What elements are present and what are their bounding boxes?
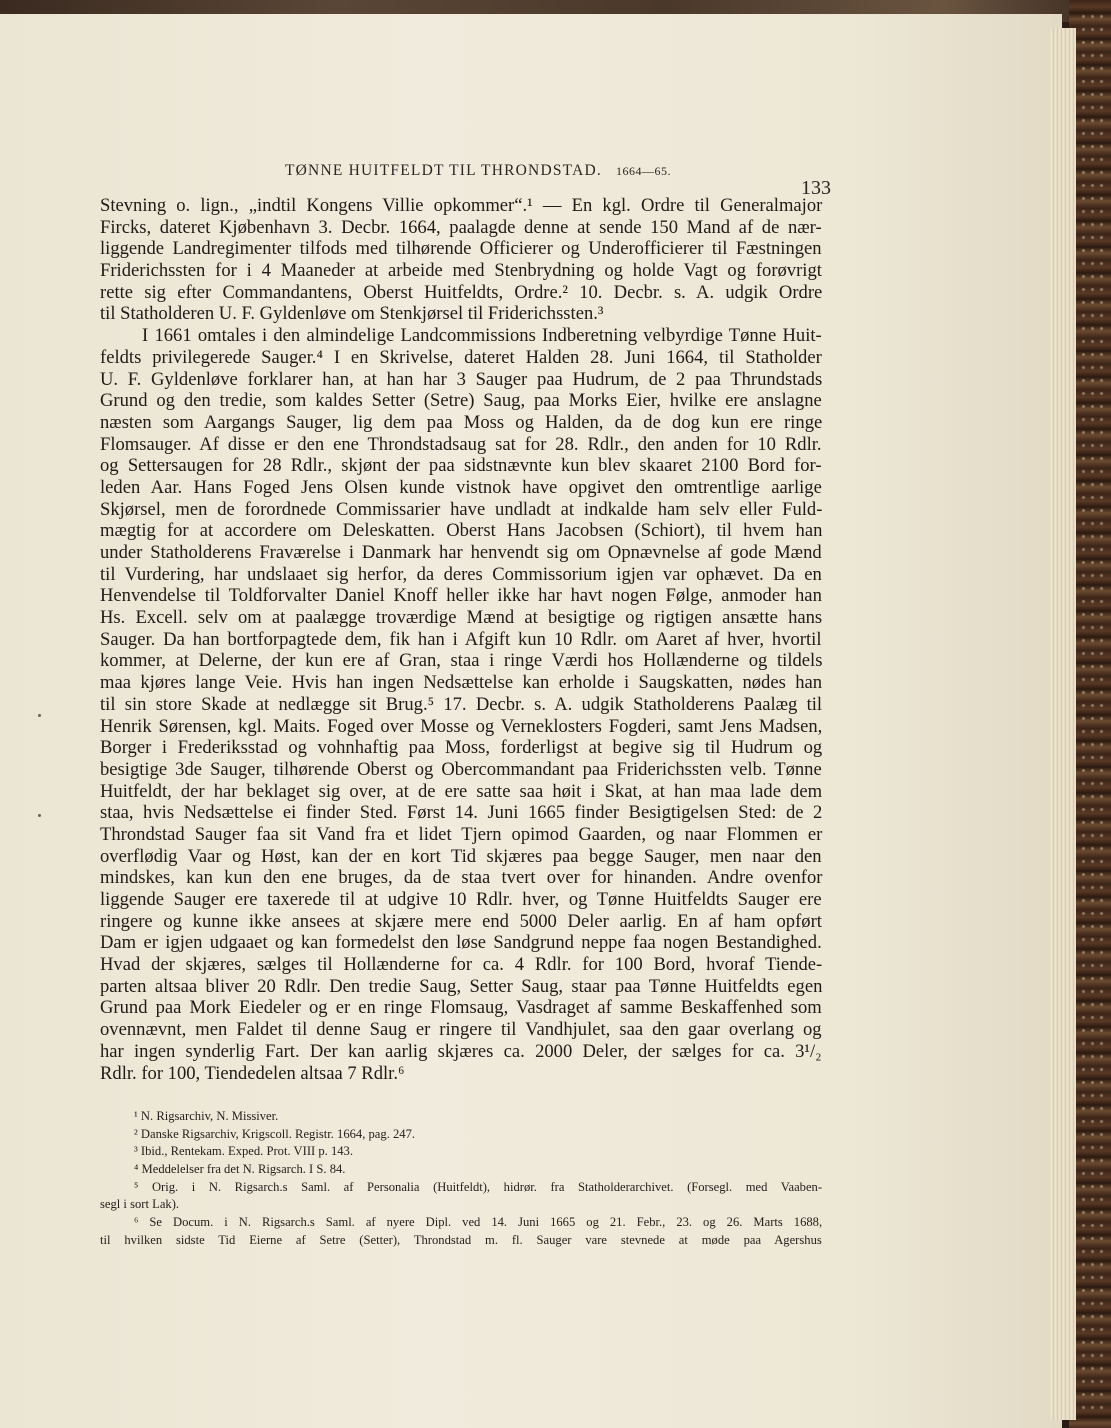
- text-line: mindskes, kan kun den ene bruges, da de staa tvert over for hinanden. Andre ovenfor: [100, 867, 823, 889]
- text-line: Henvendelse til Toldforvalter Daniel Knoff heller ikke har havt nogen Følge, anmoder han: [100, 585, 822, 607]
- text-line: liggende Landregimenter tilfods med tilhørende Officierer og Underofficierer til Fæstningen: [100, 238, 822, 260]
- text-line: leden Aar. Hans Foged Jens Olsen kunde vistnok have opgivet den omtrentlige aarlige: [100, 476, 822, 498]
- text-line: til sin store Skade at nedlægge sit Brug.⁵ 17. Decbr. s. A. udgik Statholderens Paalæg til: [100, 693, 823, 715]
- text-line: Hs. Excell. selv om at paalægge troværdige Mænd at besigtige og rigtigen ansætte hans: [100, 607, 823, 629]
- running-head: [285, 162, 671, 180]
- text-line: Grund paa Mork Eiedeler og er en ringe Flomsaug, Vasdraget af samme Beskaffenhed som: [100, 997, 822, 1019]
- text-line: Fircks, dateret Kjøbenhavn 3. Decbr. 1664, paalagde denne at sende 150 Mand af de nær-: [100, 216, 822, 238]
- text-line: U. F. Gyldenløve forklarer han, at han har 3 Sauger paa Hudrum, de 2 paa Thrundstads: [100, 368, 823, 390]
- text-line: Throndstad Sauger faa sit Vand fra et lidet Tjern opimod Gaarden, og naar Flommen er: [100, 823, 823, 845]
- text-line: Sauger. Da han bortforpagtede dem, fik han i Afgift kun 10 Rdlr. om Aaret af hver, hvortil: [100, 628, 822, 650]
- marbled-pattern: [1079, 10, 1105, 1410]
- text-line: Skjørsel, men de forordnede Commissarier have undladt at indkalde ham selv eller Fuld-: [100, 498, 823, 520]
- text-line: I 1661 omtales i den almindelige Landcommissions Indberetning velbyrdige Tønne Huit-: [142, 325, 822, 347]
- text-line: Flomsauger. Af disse er den ene Throndstadsaug sat for 28. Rdlr., den anden for 10 Rdlr.: [100, 433, 822, 455]
- text-line: liggende Sauger ere taxerede til at udgive 10 Rdlr. hver, og Tønne Huitfeldts Sauger ere: [100, 889, 822, 910]
- text-line: og Settersaugen for 28 Rdlr., skjønt der paa sidstnævnte kun blev skaaret 2100 Bord for-: [100, 455, 822, 477]
- page-stack-edge: [1050, 28, 1076, 1420]
- footnote-line: segl i sort Lak).: [100, 1197, 180, 1212]
- footnote-line: til hvilken sidste Tid Eierne af Setre (Setter), Throndstad m. fl. Sauger vare stevnede at møde paa Agershus: [100, 1232, 822, 1247]
- text-line: ringere og kunne ikke ansees at skjære mere end 5000 Deler aarlig. En af ham opført: [100, 910, 822, 932]
- text-line: besigtige 3de Sauger, tilhørende Oberst og Obercommandant paa Friderichssten velb. Tønne: [100, 758, 822, 780]
- text-line: mægtig for at accordere om Deleskatten. Oberst Hans Jacobsen (Schiort), til hvem han: [100, 520, 823, 542]
- text-line: Henrik Sørensen, kgl. Maits. Foged over Mosse og Verneklosters Fogderi, samt Jens Madsen,: [100, 715, 823, 737]
- text-line: Rdlr. for 100, Tiendedelen altsaa 7 Rdlr.⁶: [100, 1062, 405, 1084]
- text-line: under Statholderens Fraværelse i Danmark har henvendt sig om Opnævnelse af gode Mænd: [100, 542, 822, 563]
- speck: [38, 814, 41, 817]
- text-line: Dam er igjen udgaaet og kan formedelst den løse Sandgrund neppe faa nogen Bestandighed.: [100, 932, 822, 954]
- footnote-line: ⁶ Se Docum. i N. Rigsarch.s Saml. af nyere Dipl. ved 14. Juni 1665 og 21. Febr., 23. og 26. Marts 1688,: [134, 1215, 823, 1230]
- footnote-line: ³ Ibid., Rentekam. Exped. Prot. VIII p. 143.: [134, 1144, 354, 1159]
- footnote-line: ⁵ Orig. i N. Rigsarch.s Saml. af Personalia (Huitfeldt), hidrør. fra Statholderarchivet. (Forsegl. med Vaaben-: [134, 1179, 823, 1194]
- text-line: til Vurdering, har undslaaet sig herfor, da deres Commissorium igjen var ophævet. Da en: [100, 563, 822, 585]
- text-line: næsten som Aargangs Sauger, lig dem paa Moss og Halden, da de dog kun ere ringe: [100, 411, 823, 433]
- text-line: rette sig efter Commandantens, Oberst Huitfeldts, Ordre.² 10. Decbr. s. A. udgik Ordre: [100, 281, 823, 303]
- text-line: kommer, at Delerne, der kun ere af Gran, staa i ringe Værdi hos Hollænderne og tildels: [100, 650, 823, 672]
- text-line: Friderichssten for i 4 Maaneder at arbeide med Stenbrydning og holde Vagt og forøvrigt: [100, 260, 822, 282]
- running-head-years: 1664—65.: [615, 164, 671, 178]
- footnote-line: ² Danske Rigsarchiv, Krigscoll. Registr. 1664, pag. 247.: [134, 1126, 416, 1141]
- footnote-line: ¹ N. Rigsarchiv, N. Missiver.: [134, 1109, 279, 1123]
- text-line: overflødig Vaar og Høst, kan der en kort Tid skjæres paa begge Sauger, men naar den: [100, 845, 822, 867]
- text-line: til Statholderen U. F. Gyldenløve om Stenkjørsel til Friderichssten.³: [100, 303, 604, 325]
- text-line: staa, hvis Nedsættelse ei finder Sted. Først 14. Juni 1665 finder Besigtigelsen Sted: de 2: [100, 802, 823, 824]
- text-line: Hvad der skjæres, sælges til Hollænderne for ca. 4 Rdlr. for 100 Bord, hvoraf Tiende-: [100, 954, 823, 976]
- text-line: Stevning o. lign., „indtil Kongens Villie opkommer“.¹ — En kgl. Ordre til Generalmajor: [100, 195, 823, 216]
- text-line: ovennævnt, men Faldet til denne Saug er ringere til Vandhjulet, saa den gaar overlang og: [100, 1019, 822, 1041]
- book-page: [0, 14, 1062, 1428]
- text-line: Huitfeldt, der har beklaget sig over, at de ere satte saa høit i Skat, at han maa lade dem: [100, 780, 823, 802]
- text-line: Borger i Frederiksstad og vohnhaftig paa Moss, forderligst at begive sig til Hudrum og: [100, 737, 823, 759]
- running-head-title: TØNNE HUITFELDT TIL THRONDSTAD.: [285, 162, 602, 179]
- body-text: [100, 195, 822, 1084]
- text-line: Grund og den tredie, som kaldes Setter (Setre) Saug, paa Morks Eier, hvilke ere anslagne: [100, 390, 822, 412]
- text-line: har ingen synderlig Fart. Der kan aarlig skjæres ca. 2000 Deler, der sælges for ca. 3¹/₂: [100, 1040, 822, 1062]
- text-line: parten altsaa bliver 20 Rdlr. Den tredie Saug, Setter Saug, staar paa Tønne Huitfeldts egen: [100, 975, 823, 997]
- speck: [38, 714, 41, 717]
- page-number: 133: [801, 177, 831, 199]
- footnotes: [100, 1108, 822, 1250]
- text-line: maa kjøres lange Veie. Hvis han ingen Nedsættelse kan erholde i Saugskatten, nødes han: [100, 672, 823, 694]
- text-line: feldts privilegerede Sauger.⁴ I en Skrivelse, dateret Halden 28. Juni 1664, til Statholder: [100, 346, 822, 368]
- footnote-line: ⁴ Meddelelser fra det N. Rigsarch. I S. 84.: [134, 1162, 346, 1177]
